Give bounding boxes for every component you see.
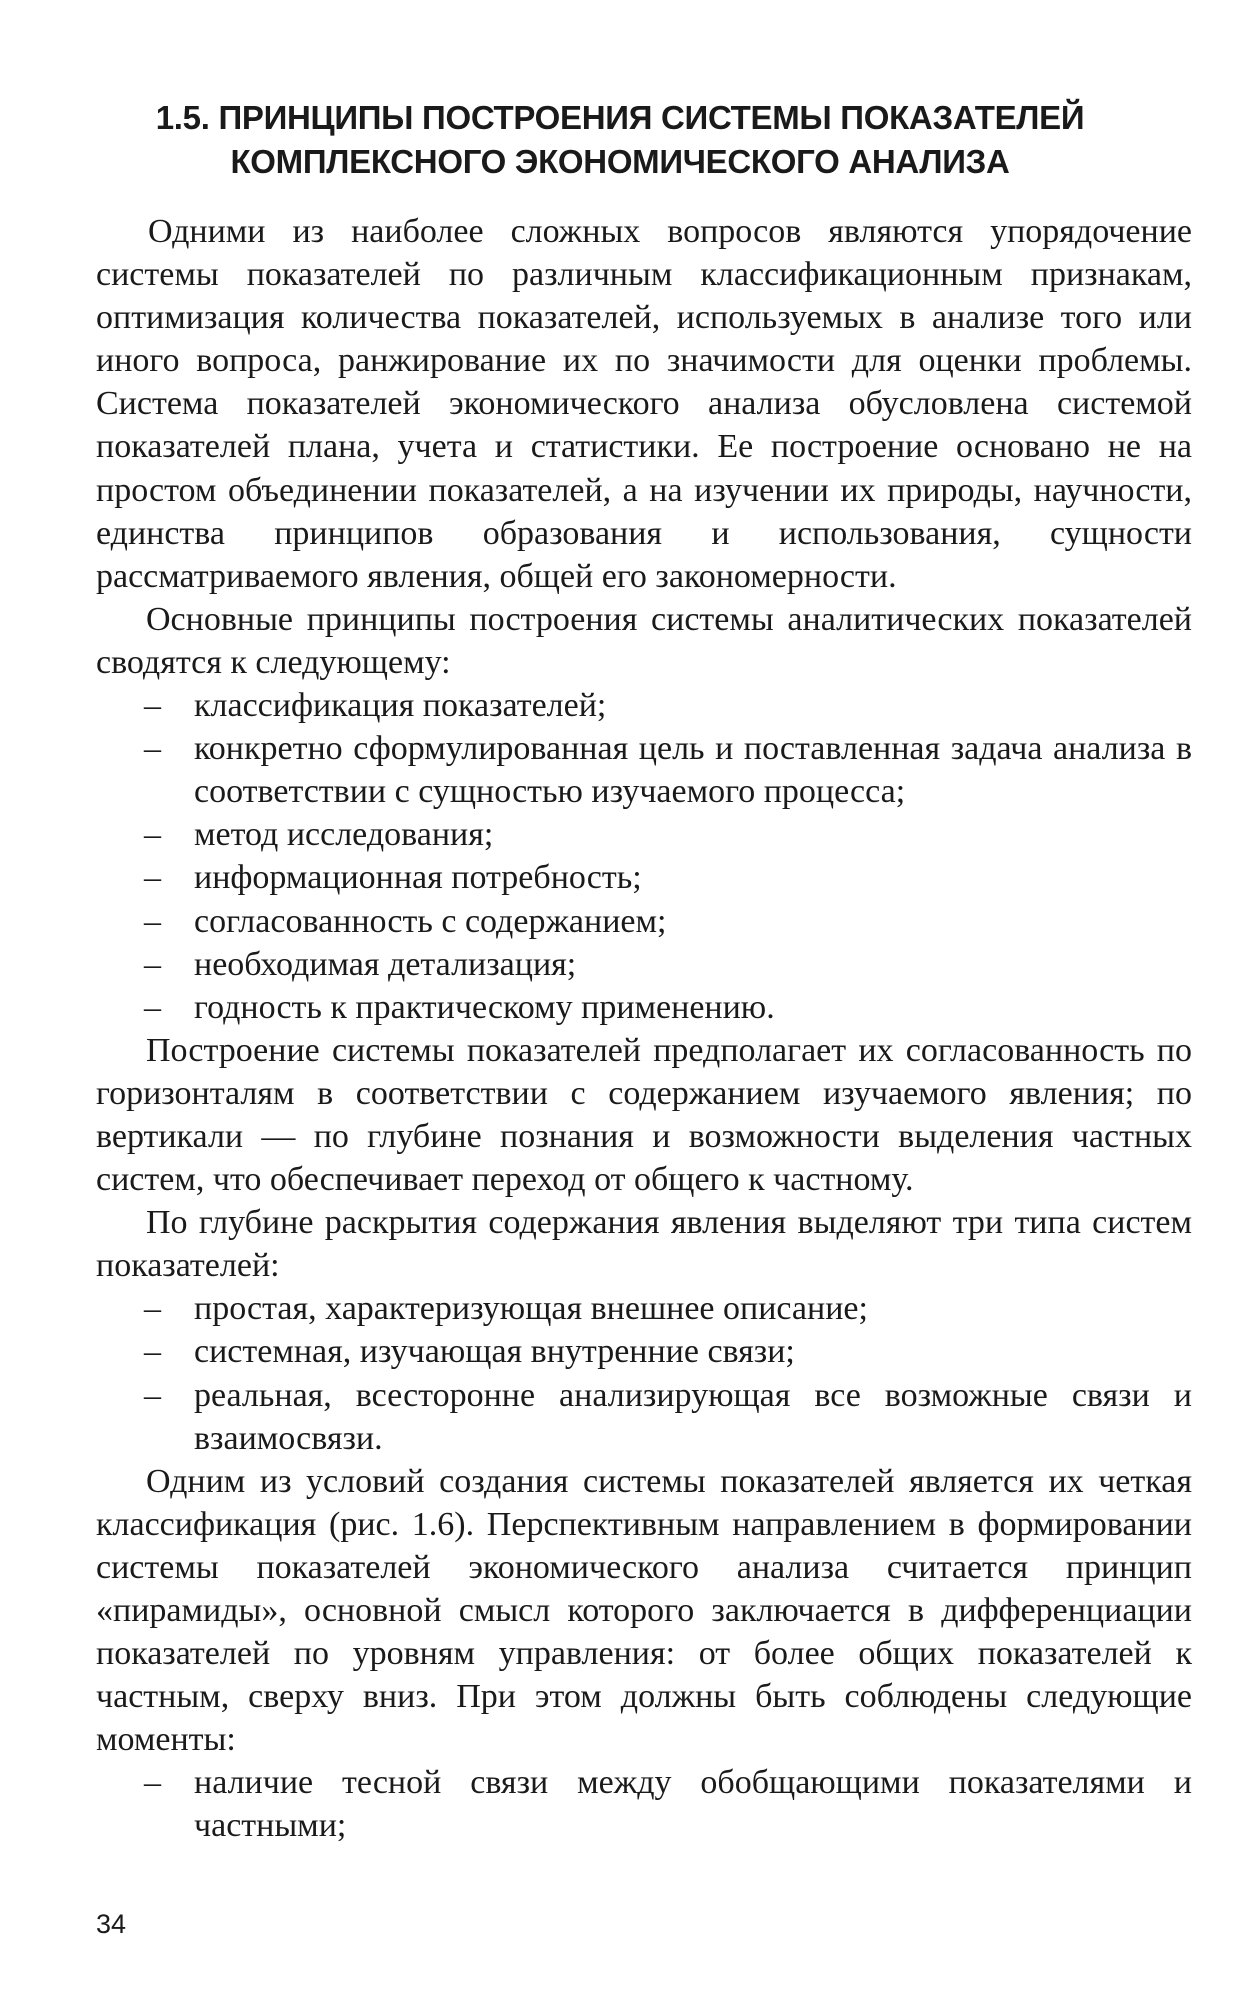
- paragraph-types: По глубине раскрытия содержания явления выделяют три типа систем показателей:: [96, 1204, 1192, 1285]
- list-item-text: реальная, всесторонне анализирующая все возможные связи и взаимосвязи.: [194, 1376, 1192, 1457]
- dash-marker: –: [144, 902, 161, 940]
- dash-marker: –: [144, 1764, 161, 1802]
- heading-line-1: 1.5. ПРИНЦИПЫ ПОСТРОЕНИЯ СИСТЕМЫ ПОКАЗАТЕЛЕЙ: [155, 99, 1085, 136]
- list-item: [96, 986, 1192, 1029]
- heading-line-2: КОМПЛЕКСНОГО ЭКОНОМИЧЕСКОГО АНАЛИЗА: [230, 143, 1010, 180]
- list-item: [96, 1374, 1192, 1460]
- list-item-text: простая, характеризующая внешнее описание;: [194, 1290, 868, 1328]
- list-item: [96, 900, 1192, 943]
- dash-marker: –: [144, 816, 161, 854]
- paragraph-intro: Одними из наиболее сложных вопросов являются упорядочение системы показателей по различным классификационным признакам, оптимизация количества показателей, используемых в анализе того или иного вопроса, ранжирование их по значимости для оценки проблемы. Система показателей экономического анализа обусловлена системой показателей плана, учета и статистики. Ее построение основано не на простом объединении показателей, а на изучении их природы, научности, единства принципов образования и использования, сущности рассматриваемого явления, общей его закономерности.: [96, 213, 1192, 595]
- dash-marker: –: [144, 859, 161, 897]
- list-item: [96, 813, 1192, 856]
- list-item-text: годность к практическому применению.: [194, 988, 775, 1026]
- list-item-text: системная, изучающая внутренние связи;: [194, 1333, 795, 1371]
- list-item-text: необходимая детализация;: [194, 945, 577, 983]
- list-item: [96, 1330, 1192, 1373]
- list-item: [96, 1287, 1192, 1330]
- list-item-text: информационная потребность;: [194, 859, 642, 897]
- page-body: [96, 210, 1192, 1848]
- section-heading: [100, 96, 1140, 184]
- list-item: [96, 727, 1192, 813]
- paragraph-construction: Построение системы показателей предполагает их согласованность по горизонталям в соответствии с содержанием изучаемого явления; по вертикали — по глубине познания и возможности выделения частных систем, что обеспечивает переход от общего к частному.: [96, 1031, 1192, 1199]
- types-list: [96, 1287, 1192, 1459]
- dash-marker: –: [144, 945, 161, 983]
- paragraph-pyramid: Одним из условий создания системы показателей является их четкая классификация (рис. 1.6). Перспективным направлением в формировании системы показателей экономического анализа считается принцип «пирамиды», основной смысл которого заключается в дифференциации показателей по уровням управления: от более общих показателей к частным, сверху вниз. При этом должны быть соблюдены следующие моменты:: [96, 1462, 1192, 1759]
- dash-marker: –: [144, 1376, 161, 1414]
- dash-marker: –: [144, 687, 161, 725]
- dash-marker: –: [144, 1290, 161, 1328]
- list-item-text: согласованность с содержанием;: [194, 902, 667, 940]
- list-item: [96, 856, 1192, 899]
- list-item-text: наличие тесной связи между обобщающими показателями и частными;: [194, 1764, 1192, 1845]
- dash-marker: –: [144, 730, 161, 768]
- dash-marker: –: [144, 1333, 161, 1371]
- paragraph-principles: Основные принципы построения системы аналитических показателей сводятся к следующему:: [96, 600, 1192, 681]
- dash-marker: –: [144, 988, 161, 1026]
- list-item-text: классификация показателей;: [194, 687, 607, 725]
- list-item: [96, 1761, 1192, 1847]
- list-item: [96, 943, 1192, 986]
- page-number: 34: [96, 1909, 127, 1939]
- list-item-text: конкретно сформулированная цель и поставленная задача анализа в соответствии с сущностью изучаемого процесса;: [194, 730, 1192, 811]
- list-item-text: метод исследования;: [194, 816, 494, 854]
- conditions-list: [96, 1761, 1192, 1847]
- list-item: [96, 684, 1192, 727]
- principles-list: [96, 684, 1192, 1029]
